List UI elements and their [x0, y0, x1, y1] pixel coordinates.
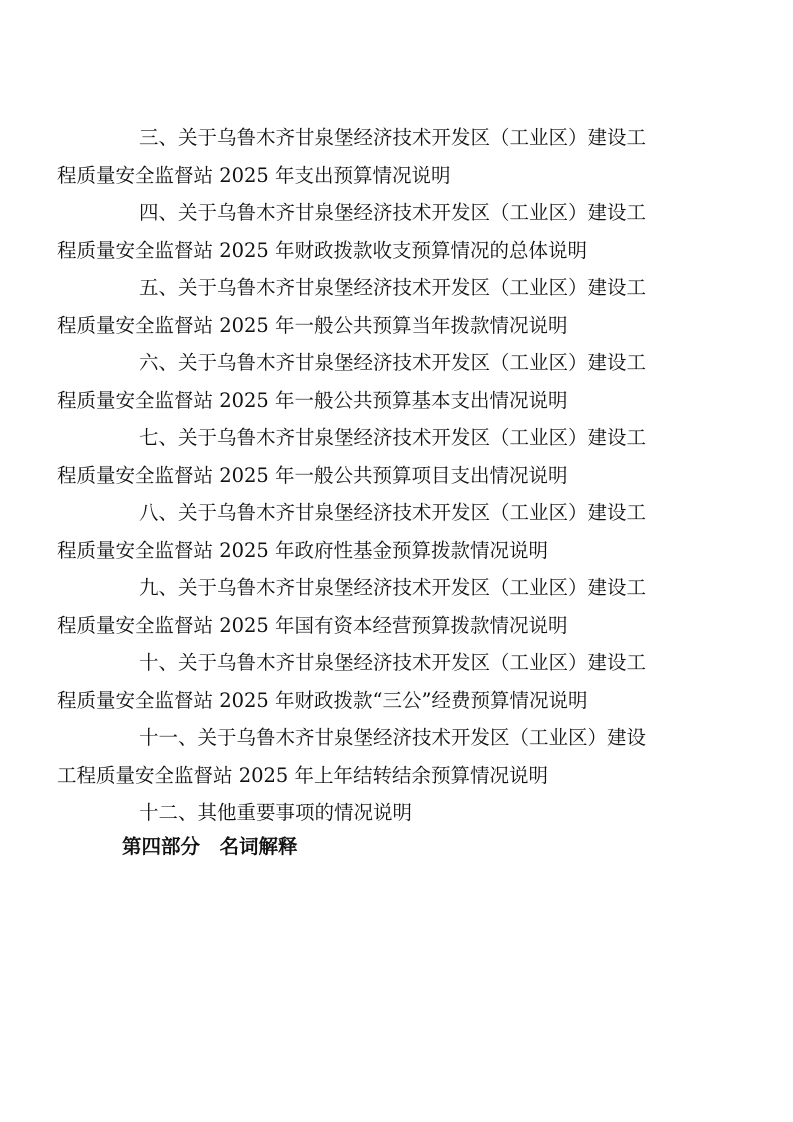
- toc-item-11: [57, 719, 698, 794]
- toc-item-7: [57, 419, 698, 494]
- toc-item-8-line2: 程质量安全监督站 2025 年政府性基金预算拨款情况说明: [57, 538, 549, 562]
- toc-item-4-line2: 程质量安全监督站 2025 年财政拨款收支预算情况的总体说明: [57, 238, 588, 262]
- section-heading: 第四部分 名词解释: [122, 835, 298, 858]
- toc-item-5-line1: 五、关于乌鲁木齐甘泉堡经济技术开发区（工业区）建设工: [139, 276, 647, 299]
- toc-item-11-line1: 十一、关于乌鲁木齐甘泉堡经济技术开发区（工业区）建设: [139, 726, 647, 749]
- toc-item-9-line2: 程质量安全监督站 2025 年国有资本经营预算拨款情况说明: [57, 613, 568, 637]
- toc-item-10: [57, 644, 698, 719]
- table-of-contents: [57, 119, 698, 832]
- toc-item-7-line1: 七、关于乌鲁木齐甘泉堡经济技术开发区（工业区）建设工: [139, 426, 647, 449]
- toc-item-11-line2: 工程质量安全监督站 2025 年上年结转结余预算情况说明: [57, 763, 549, 787]
- toc-item-8-line1: 八、关于乌鲁木齐甘泉堡经济技术开发区（工业区）建设工: [139, 501, 647, 524]
- toc-item-9: [57, 569, 698, 644]
- toc-item-4-line1: 四、关于乌鲁木齐甘泉堡经济技术开发区（工业区）建设工: [139, 201, 647, 224]
- toc-item-10-line2: 程质量安全监督站 2025 年财政拨款“三公”经费预算情况说明: [57, 688, 588, 712]
- toc-item-5-line2: 程质量安全监督站 2025 年一般公共预算当年拨款情况说明: [57, 313, 568, 337]
- toc-item-6-line2: 程质量安全监督站 2025 年一般公共预算基本支出情况说明: [57, 388, 568, 412]
- toc-item-3: [57, 119, 698, 194]
- toc-item-4: [57, 194, 698, 269]
- toc-item-3-line1: 三、关于乌鲁木齐甘泉堡经济技术开发区（工业区）建设工: [139, 126, 647, 149]
- toc-item-3-line2: 程质量安全监督站 2025 年支出预算情况说明: [57, 163, 451, 187]
- toc-item-6: [57, 344, 698, 419]
- toc-item-7-line2: 程质量安全监督站 2025 年一般公共预算项目支出情况说明: [57, 463, 568, 487]
- toc-item-8: [57, 494, 698, 569]
- toc-item-9-line1: 九、关于乌鲁木齐甘泉堡经济技术开发区（工业区）建设工: [139, 576, 647, 599]
- toc-item-10-line1: 十、关于乌鲁木齐甘泉堡经济技术开发区（工业区）建设工: [139, 651, 647, 674]
- toc-item-12-line1: 十二、其他重要事项的情况说明: [139, 801, 413, 824]
- toc-item-12: [98, 794, 698, 832]
- toc-item-6-line1: 六、关于乌鲁木齐甘泉堡经济技术开发区（工业区）建设工: [139, 351, 647, 374]
- toc-item-5: [57, 269, 698, 344]
